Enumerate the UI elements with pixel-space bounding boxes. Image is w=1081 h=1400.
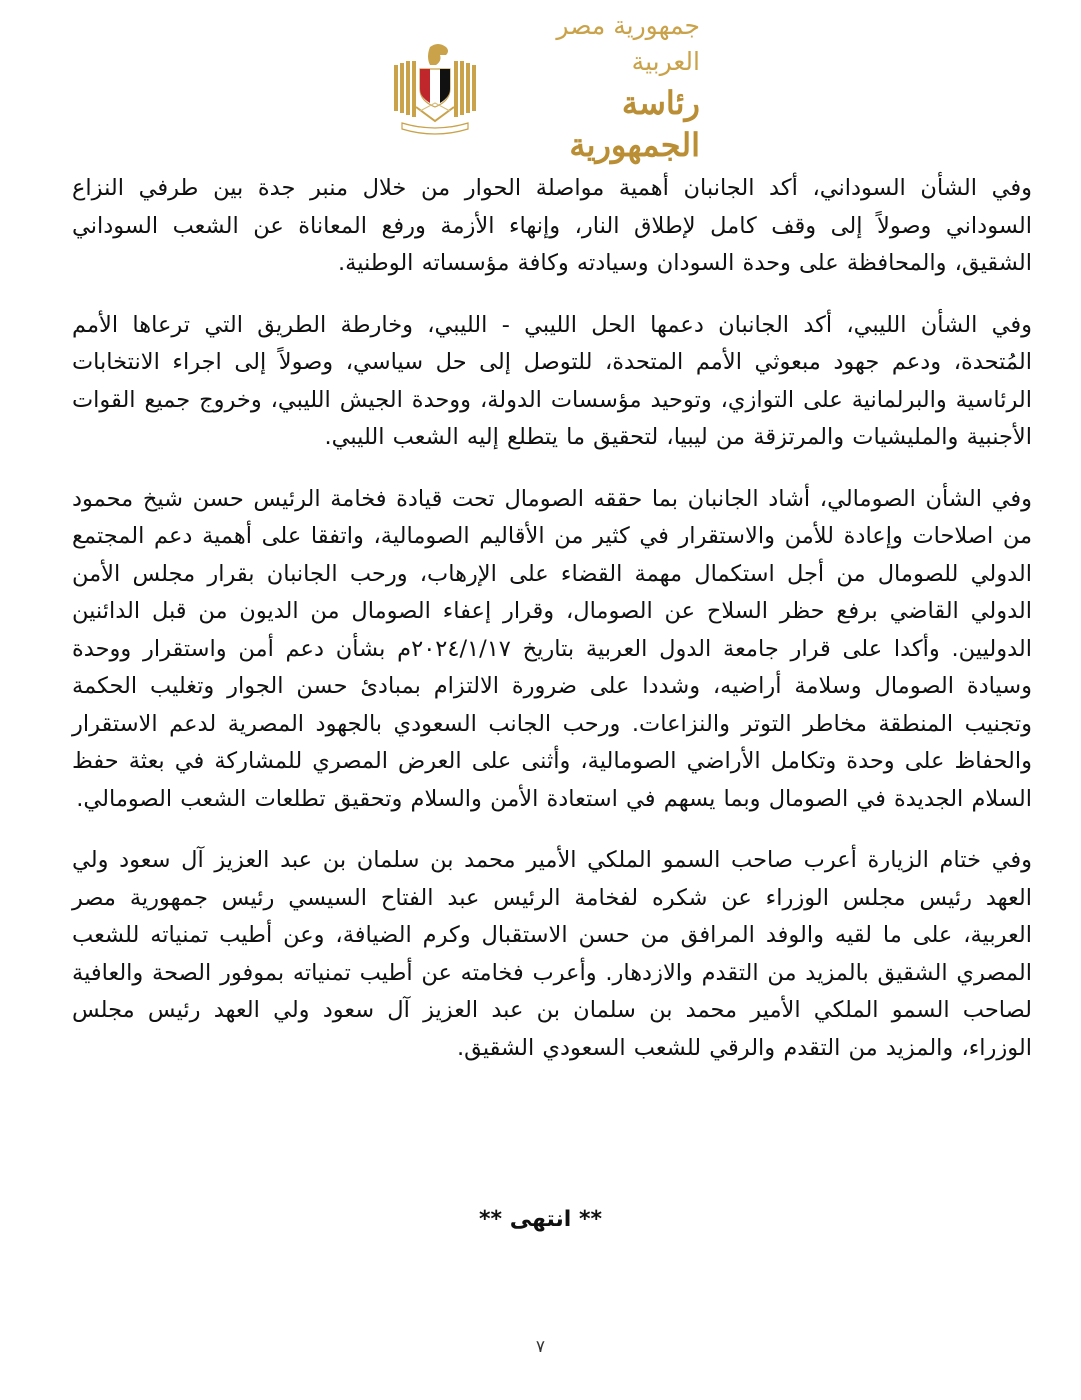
page-number: ٧ [535, 1337, 546, 1357]
paragraph-libya: وفي الشأن الليبي، أكد الجانبان دعمها الحل الليبي - الليبي، وخارطة الطريق التي ترعاها الأمم المُتحدة، ودعم جهود مبعوثي الأمم المتحدة، للتوصل إلى حل سياسي، وصولاً إلى اجراء الانتخابات الرئاسية والبرلمانية على التوازي، وتوحيد مؤسسات الدولة، ووحدة الجيش الليبي، وخروج جميع القوات الأجنبية والمليشيات والمرتزقة من ليبيا، لتحقيق ما يتطلع إليه الشعب الليبي. [72, 311, 1032, 450]
letterhead-country-name: جمهورية مصر العربية [556, 11, 700, 76]
paragraph-somalia: وفي الشأن الصومالي، أشاد الجانبان بما حققه الصومال تحت قيادة فخامة الرئيس حسن شيخ محمود من اصلاحات وإعادة للأمن والاستقرار في كثير من الأقاليم الصومالية، واتفقا على أهمية دعم المجتمع الدولي للصومال من أجل استكمال مهمة القضاء على الإرهاب، ورحب الجانبان بقرار مجلس الأمن الدولي القاضي برفع حظر السلاح عن الصومال، وقرار إعفاء الصومال من الديون من قبل الدائنين الدوليين. وأكدا على قرار جامعة الدول العربية بتاريخ ٢٠٢٤/١/١٧م بشأن دعم أمن واستقرار ووحدة وسيادة الصومال وسلامة أراضيه، وشددا على ضرورة الالتزام بمبادئ حسن الجوار وتغليب الحكمة وتجنيب المنطقة مخاطر التوتر والنزاعات. ورحب الجانب السعودي بالجهود المصرية لدعم الاستقرار والحفاظ على وحدة وتكامل الأراضي الصومالية، وأثنى على العرض المصري للمشاركة في بعثة حفظ السلام الجديدة في الصومال وبما يسهم في استعادة الأمن والسلام وتحقيق تطلعات الشعب الصومالي. [72, 485, 1032, 812]
paragraph-sudan: وفي الشأن السوداني، أكد الجانبان أهمية مواصلة الحوار من خلال منبر جدة بين طرفي النزاع السوداني وصولاً إلى وقف كامل لإطلاق النار، وإنهاء الأزمة ورفع المعاناة عن الشعب السوداني الشقيق، والمحافظة على وحدة السودان وسيادته وكافة مؤسساته الوطنية. [72, 175, 1032, 276]
paragraph-closing: وفي ختام الزيارة أعرب صاحب السمو الملكي الأمير محمد بن سلمان بن عبد العزيز آل سعود ولي العهد رئيس مجلس الوزراء عن شكره لفخامة الرئيس عبد الفتاح السيسي رئيس جمهورية مصر العربية، على ما لقيه والوفد المرافق من حسن الاستقبال وكرم الضيافة، وعن أطيب تمنياته للشعب المصري الشقيق بالمزيد من التقدم والازدهار. وأعرب فخامته عن أطيب تمنياته بموفور الصحة والعافية لصاحب السمو الملكي الأمير محمد بن سلمان بن عبد العزيز آل سعود ولي العهد رئيس مجلس الوزراء، والمزيد من التقدم والرقي للشعب السعودي الشقيق. [72, 847, 1032, 1061]
presidency-calligraphy [490, 11, 700, 164]
egypt-eagle-emblem-icon [390, 41, 480, 136]
statement-body [72, 170, 1032, 1091]
letterhead-office-name: رئاسة الجمهورية [569, 84, 700, 164]
letterhead [385, 11, 705, 164]
end-marker: ** انتهى ** [479, 1207, 602, 1232]
